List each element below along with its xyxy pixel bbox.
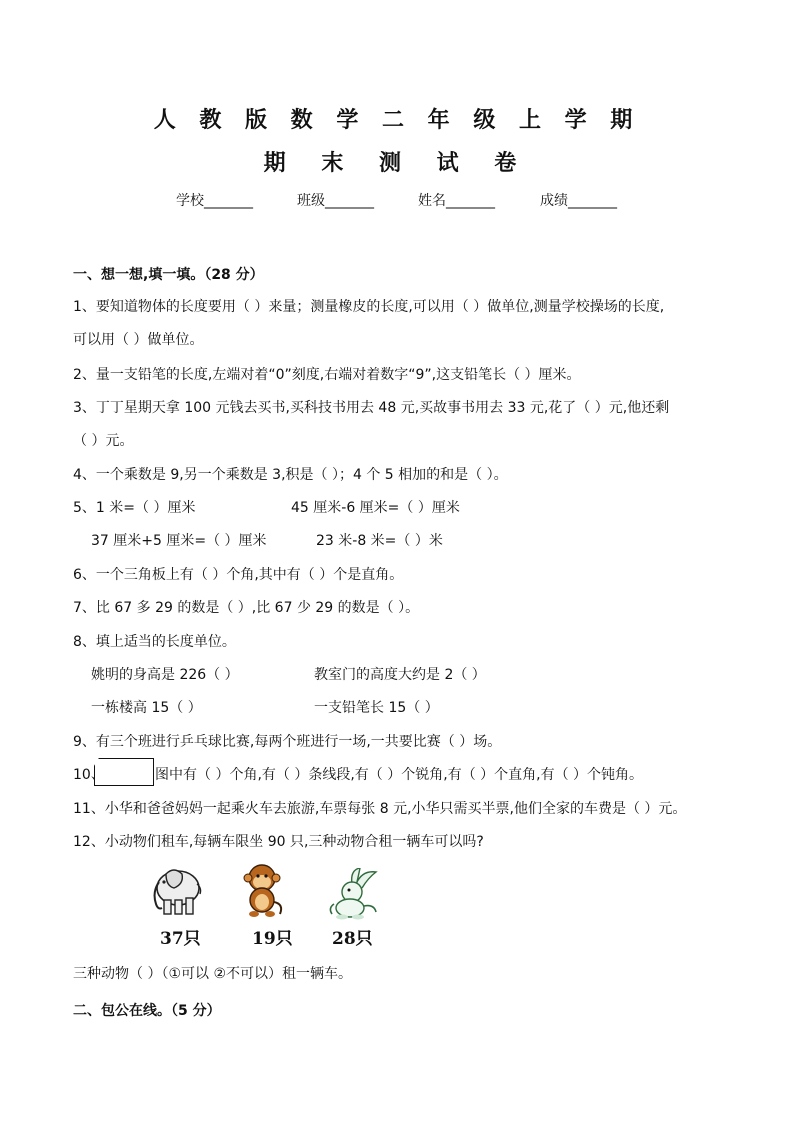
question-8c: 一栋楼高 15（ ）	[91, 700, 202, 716]
question-12: 12、小动物们租车,每辆车限坐 90 只,三种动物合租一辆车可以吗?	[73, 834, 484, 850]
question-7: 7、比 67 多 29 的数是（ ）,比 67 少 29 的数是（ ）。	[73, 600, 420, 616]
question-8d: 一支铅笔长 15（ ）	[314, 700, 439, 716]
question-4: 4、一个乘数是 9,另一个乘数是 3,积是（ ）；4 个 5 相加的和是（ ）。	[73, 467, 508, 483]
question-5c: 37 厘米+5 厘米=（ ）厘米	[91, 533, 267, 549]
score-field[interactable]: 成绩_______	[540, 193, 617, 209]
question-3-line2: （ ）元。	[73, 433, 134, 449]
question-8b: 教室门的高度大约是 2（ ）	[314, 667, 486, 683]
question-9: 9、有三个班进行乒乓球比赛,每两个班进行一场,一共要比赛（ ）场。	[73, 734, 502, 750]
question-1-line1: 1、要知道物体的长度要用（ ）来量；测量橡皮的长度,可以用（ ）做单位,测量学校操场的长度,	[73, 299, 665, 315]
pentagon-figure	[94, 758, 154, 786]
elephant-count: 37只	[160, 929, 201, 949]
class-field[interactable]: 班级_______	[297, 193, 374, 209]
school-field[interactable]: 学校_______	[176, 193, 253, 209]
question-11: 11、小华和爸爸妈妈一起乘火车去旅游,车票每张 8 元,小华只需买半票,他们全家的车费是（ ）元。	[73, 801, 687, 817]
question-2: 2、量一支铅笔的长度,左端对着“0”刻度,右端对着数字“9”,这支铅笔长（ ）厘米。	[73, 367, 581, 383]
question-10-text: 图中有（ ）个角,有（ ）条线段,有（ ）个锐角,有（ ）个直角,有（ ）个钝角。	[155, 767, 644, 783]
rabbit-icon	[326, 868, 382, 924]
question-5b: 45 厘米-6 厘米=（ ）厘米	[291, 500, 460, 516]
elephant-icon	[150, 864, 202, 922]
section1-heading: 一、想一想,填一填。（28 分）	[73, 267, 264, 283]
question-10-number: 10、	[73, 767, 105, 783]
question-8: 8、填上适当的长度单位。	[73, 634, 236, 650]
question-8a: 姚明的身高是 226（ ）	[91, 667, 239, 683]
question-3-line1: 3、丁丁星期天拿 100 元钱去买书,买科技书用去 48 元,买故事书用去 33 元,花了（ ）元,他还剩	[73, 400, 670, 416]
monkey-icon	[240, 862, 286, 922]
rabbit-count: 28只	[332, 929, 373, 949]
question-5a: 5、1 米=（ ）厘米	[73, 500, 196, 516]
question-12-answer: 三种动物（ ）（①可以 ②不可以）租一辆车。	[73, 966, 353, 982]
page-title: 人 教 版 数 学 二 年 级 上 学 期	[153, 108, 641, 133]
monkey-count: 19只	[252, 929, 293, 949]
section2-heading: 二、包公在线。（5 分）	[73, 1003, 221, 1019]
question-1-line2: 可以用（ ）做单位。	[73, 332, 204, 348]
page-subtitle: 期 末 测 试 卷	[263, 151, 531, 176]
name-field[interactable]: 姓名_______	[418, 193, 495, 209]
question-6: 6、一个三角板上有（ ）个角,其中有（ ）个是直角。	[73, 567, 404, 583]
question-5d: 23 米-8 米=（ ）米	[316, 533, 443, 549]
